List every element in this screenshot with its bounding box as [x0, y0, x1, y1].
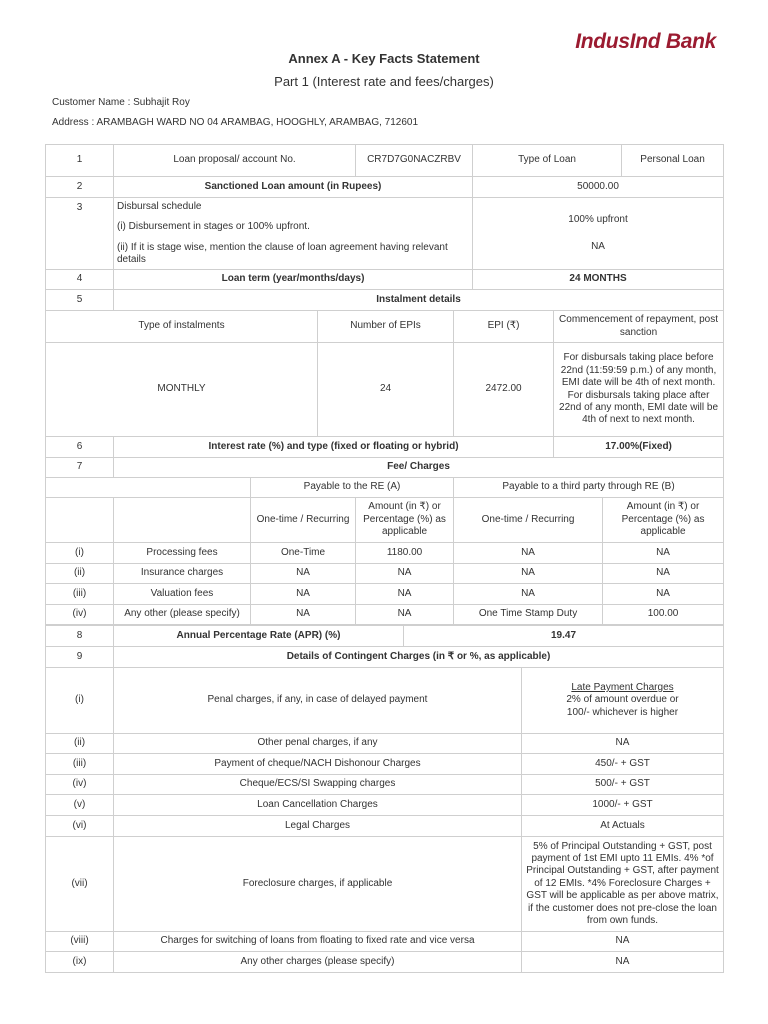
- re-onetime-value: One-Time: [251, 543, 356, 564]
- charge-value: NA: [522, 952, 724, 973]
- contingent-row: [46, 952, 724, 973]
- row-loan-term: [46, 270, 724, 290]
- fee-name: Any other (please specify): [114, 605, 251, 625]
- row-number: 6: [46, 437, 114, 458]
- contingent-row: [46, 795, 724, 816]
- sanctioned-amount-label: Sanctioned Loan amount (in Rupees): [114, 177, 473, 198]
- third-onetime-value: NA: [454, 564, 603, 584]
- row-loan-account: [46, 145, 724, 177]
- re-amount-value: NA: [356, 605, 454, 625]
- charge-label: Payment of cheque/NACH Dishonour Charges: [114, 754, 522, 775]
- re-amount-value: 1180.00: [356, 543, 454, 564]
- contingent-row: [46, 932, 724, 952]
- interest-rate-label: Interest rate (%) and type (fixed or floating or hybrid): [114, 437, 554, 458]
- contingent-row: [46, 816, 724, 837]
- apr-label: Annual Percentage Rate (APR) (%): [114, 626, 404, 647]
- empty-cell: [46, 498, 114, 543]
- loan-term-value: 24 MONTHS: [473, 270, 724, 290]
- row-number: (viii): [46, 932, 114, 952]
- instalment-type-value: MONTHLY: [46, 343, 318, 437]
- row-number: 4: [46, 270, 114, 290]
- charge-value: 500/- + GST: [522, 775, 724, 795]
- row-contingent-header: [46, 647, 724, 668]
- re-onetime-value: NA: [251, 605, 356, 625]
- bank-logo: IndusInd Bank: [575, 30, 716, 53]
- row-penal-charges: [46, 668, 724, 734]
- row-instalment-values: [46, 343, 724, 437]
- third-onetime-value: One Time Stamp Duty: [454, 605, 603, 625]
- loan-term-label: Loan term (year/months/days): [114, 270, 473, 290]
- fee-row-number: (iv): [46, 605, 114, 625]
- fee-row: [46, 564, 724, 584]
- late-payment-title: Late Payment Charges: [571, 681, 674, 693]
- empty-cell: [46, 478, 251, 498]
- charge-value: 1000/- + GST: [522, 795, 724, 816]
- commencement-value: For disbursals taking place before 22nd (11:59:59 p.m.) of any month, EMI date will be 4th of next month. For disbursals taking place after 22nd of any month, EMI date will be 4th of next to next month.: [554, 343, 724, 437]
- fee-row-number: (iii): [46, 584, 114, 605]
- contingent-row: [46, 734, 724, 754]
- charge-label: Other penal charges, if any: [114, 734, 522, 754]
- row-fee-subheaders: [46, 498, 724, 543]
- fee-row: [46, 543, 724, 564]
- page-subtitle: Part 1 (Interest rate and fees/charges): [274, 74, 494, 89]
- disbursal-schedule-heading: Disbursal schedule: [117, 201, 202, 212]
- row-number: 9: [46, 647, 114, 668]
- charge-label: Charges for switching of loans from floating to fixed rate and vice versa: [114, 932, 522, 952]
- loan-type-value: Personal Loan: [622, 145, 724, 177]
- row-sanctioned-amount: [46, 177, 724, 198]
- row-payable-headers: [46, 478, 724, 498]
- row-number: 3: [46, 198, 114, 270]
- payable-re-header: Payable to the RE (A): [251, 478, 454, 498]
- fee-row: [46, 605, 724, 625]
- third-onetime-value: NA: [454, 543, 603, 564]
- charge-value: At Actuals: [522, 816, 724, 837]
- row-number: 1: [46, 145, 114, 177]
- customer-name: Customer Name : Subhajit Roy: [52, 97, 190, 108]
- loan-account-number: CR7D7G0NACZRBV: [356, 145, 473, 177]
- number-of-epis-value: 24: [318, 343, 454, 437]
- re-onetime-value: NA: [251, 564, 356, 584]
- disbursal-value-1: 100% upfront: [568, 214, 628, 226]
- row-number: (ix): [46, 952, 114, 973]
- charge-value: 450/- + GST: [522, 754, 724, 775]
- re-onetime-header: One-time / Recurring: [251, 498, 356, 543]
- row-number: (i): [46, 668, 114, 734]
- charge-label: Cheque/ECS/SI Swapping charges: [114, 775, 522, 795]
- re-amount-header: Amount (in ₹) or Percentage (%) as applicable: [356, 498, 454, 543]
- fee-name: Processing fees: [114, 543, 251, 564]
- epi-amount-header: EPI (₹): [454, 311, 554, 343]
- row-number: (ii): [46, 734, 114, 754]
- fee-row-number: (ii): [46, 564, 114, 584]
- row-number: 8: [46, 626, 114, 647]
- fee-charges-label: Fee/ Charges: [114, 458, 724, 478]
- fee-name: Valuation fees: [114, 584, 251, 605]
- re-amount-value: NA: [356, 564, 454, 584]
- row-number: (vi): [46, 816, 114, 837]
- contingent-row: [46, 775, 724, 795]
- row-foreclosure: [46, 837, 724, 932]
- disbursal-value-2: NA: [591, 240, 605, 252]
- row-number: (iii): [46, 754, 114, 775]
- page-title: Annex A - Key Facts Statement: [288, 51, 480, 66]
- epi-amount-value: 2472.00: [454, 343, 554, 437]
- row-instalment-headers: [46, 311, 724, 343]
- re-onetime-value: NA: [251, 584, 356, 605]
- contingent-charges-label: Details of Contingent Charges (in ₹ or %, as applicable): [114, 647, 724, 668]
- disbursal-values-cell: [473, 198, 724, 270]
- charge-label: Any other charges (please specify): [114, 952, 522, 973]
- re-amount-value: NA: [356, 584, 454, 605]
- disbursal-line-2: (ii) If it is stage wise, mention the clause of loan agreement having relevant details: [117, 241, 448, 266]
- commencement-header: Commencement of repayment, post sanction: [554, 311, 724, 343]
- row-interest-rate: [46, 437, 724, 458]
- apr-value: 19.47: [404, 626, 724, 647]
- foreclosure-label: Foreclosure charges, if applicable: [114, 837, 522, 932]
- row-number: 5: [46, 290, 114, 311]
- foreclosure-value: 5% of Principal Outstanding + GST, post payment of 1st EMI upto 11 EMIs. 4% *of Principal Outstanding + GST, after payment of 12 EMIs. *4% Foreclosure Charges + GST will be applicable as per above matrix, if the customer does not pre-close the loan from own funds.: [522, 837, 724, 932]
- row-instalment-details: [46, 290, 724, 311]
- row-number: 7: [46, 458, 114, 478]
- instalment-details-label: Instalment details: [114, 290, 724, 311]
- contingent-charges-table: [45, 646, 724, 973]
- late-payment-text: 2% of amount overdue or 100/- whichever is higher: [566, 694, 679, 718]
- charge-label: Legal Charges: [114, 816, 522, 837]
- number-of-epis-header: Number of EPIs: [318, 311, 454, 343]
- fee-name: Insurance charges: [114, 564, 251, 584]
- empty-cell: [114, 498, 251, 543]
- row-apr: [46, 626, 724, 647]
- apr-table: [45, 625, 724, 647]
- third-amount-value: NA: [603, 543, 724, 564]
- row-number: 2: [46, 177, 114, 198]
- fee-row: [46, 584, 724, 605]
- third-amount-value: 100.00: [603, 605, 724, 625]
- fee-row-number: (i): [46, 543, 114, 564]
- key-facts-table: [45, 144, 724, 625]
- third-onetime-value: NA: [454, 584, 603, 605]
- row-number: (iv): [46, 775, 114, 795]
- contingent-row: [46, 754, 724, 775]
- customer-address: Address : ARAMBAGH WARD NO 04 ARAMBAG, HOOGHLY, ARAMBAG, 712601: [52, 117, 419, 128]
- penal-charges-value: [522, 668, 724, 734]
- charge-label: Loan Cancellation Charges: [114, 795, 522, 816]
- row-number: (vii): [46, 837, 114, 932]
- loan-account-label: Loan proposal/ account No.: [114, 145, 356, 177]
- instalment-type-header: Type of instalments: [46, 311, 318, 343]
- disbursal-line-1: (i) Disbursement in stages or 100% upfront.: [117, 221, 310, 233]
- row-number: (v): [46, 795, 114, 816]
- charge-value: NA: [522, 734, 724, 754]
- loan-type-label: Type of Loan: [473, 145, 622, 177]
- charge-value: NA: [522, 932, 724, 952]
- third-amount-header: Amount (in ₹) or Percentage (%) as applicable: [603, 498, 724, 543]
- third-amount-value: NA: [603, 584, 724, 605]
- disbursal-schedule-cell: [114, 198, 473, 270]
- third-onetime-header: One-time / Recurring: [454, 498, 603, 543]
- payable-third-party-header: Payable to a third party through RE (B): [454, 478, 724, 498]
- row-disbursal-schedule: [46, 198, 724, 270]
- row-fee-charges: [46, 458, 724, 478]
- sanctioned-amount-value: 50000.00: [473, 177, 724, 198]
- penal-charges-label: Penal charges, if any, in case of delayed payment: [114, 668, 522, 734]
- interest-rate-value: 17.00%(Fixed): [554, 437, 724, 458]
- third-amount-value: NA: [603, 564, 724, 584]
